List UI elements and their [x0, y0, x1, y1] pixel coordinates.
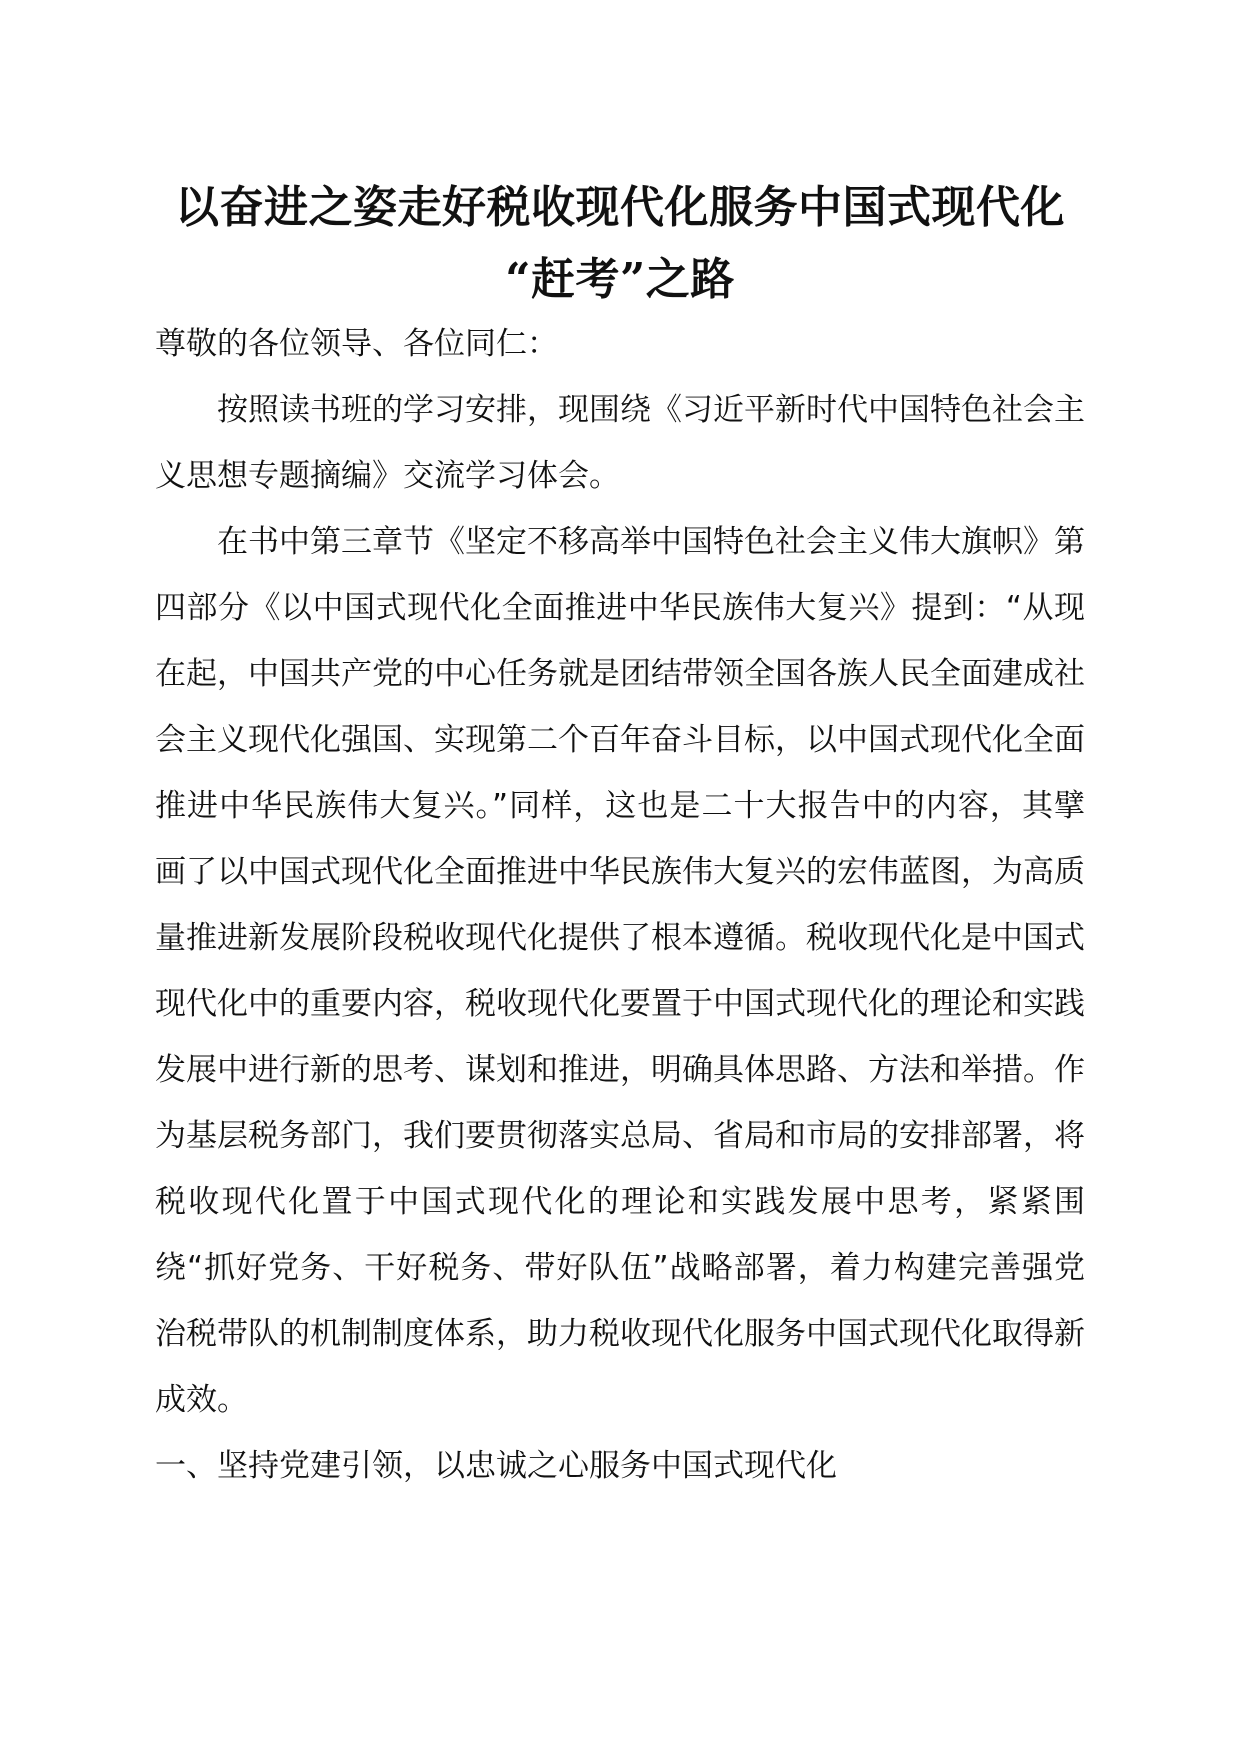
document-title — [150, 172, 1090, 316]
paragraph-main: 在书中第三章节《坚定不移高举中国特色社会主义伟大旗帜》第四部分《以中国式现代化全面推进中华民族伟大复兴》提到：“从现在起，中国共产党的中心任务就是团结带领全国各族人民全面建成社会主义现代化强国、实现第二个百年奋斗目标，以中国式现代化全面推进中华民族伟大复兴。”同样，这也是二十大报告中的内容，其擘画了以中国式现代化全面推进中华民族伟大复兴的宏伟蓝图，为高质量推进新发展阶段税收现代化提供了根本遵循。税收现代化是中国式现代化中的重要内容，税收现代化要置于中国式现代化的理论和实践发展中进行新的思考、谋划和推进，明确具体思路、方法和举措。作为基层税务部门，我们要贯彻落实总局、省局和市局的安排部署，将税收现代化置于中国式现代化的理论和实践发展中思考，紧紧围绕“抓好党务、干好税务、带好队伍”战略部署，着力构建完善强党治税带队的机制制度体系，助力税收现代化服务中国式现代化取得新成效。 — [155, 524, 1085, 1418]
title-line-1: 以奋进之姿走好税收现代化服务中国式现代化 — [175, 182, 1065, 233]
paragraph-intro: 按照读书班的学习安排，现围绕《习近平新时代中国特色社会主义思想专题摘编》交流学习体会。 — [155, 392, 1085, 494]
document-body — [155, 311, 1085, 1499]
section-heading: 一、坚持党建引领，以忠诚之心服务中国式现代化 — [155, 1448, 837, 1484]
title-line-2: “赶考”之路 — [505, 254, 735, 305]
salutation: 尊敬的各位领导、各位同仁： — [155, 326, 558, 362]
